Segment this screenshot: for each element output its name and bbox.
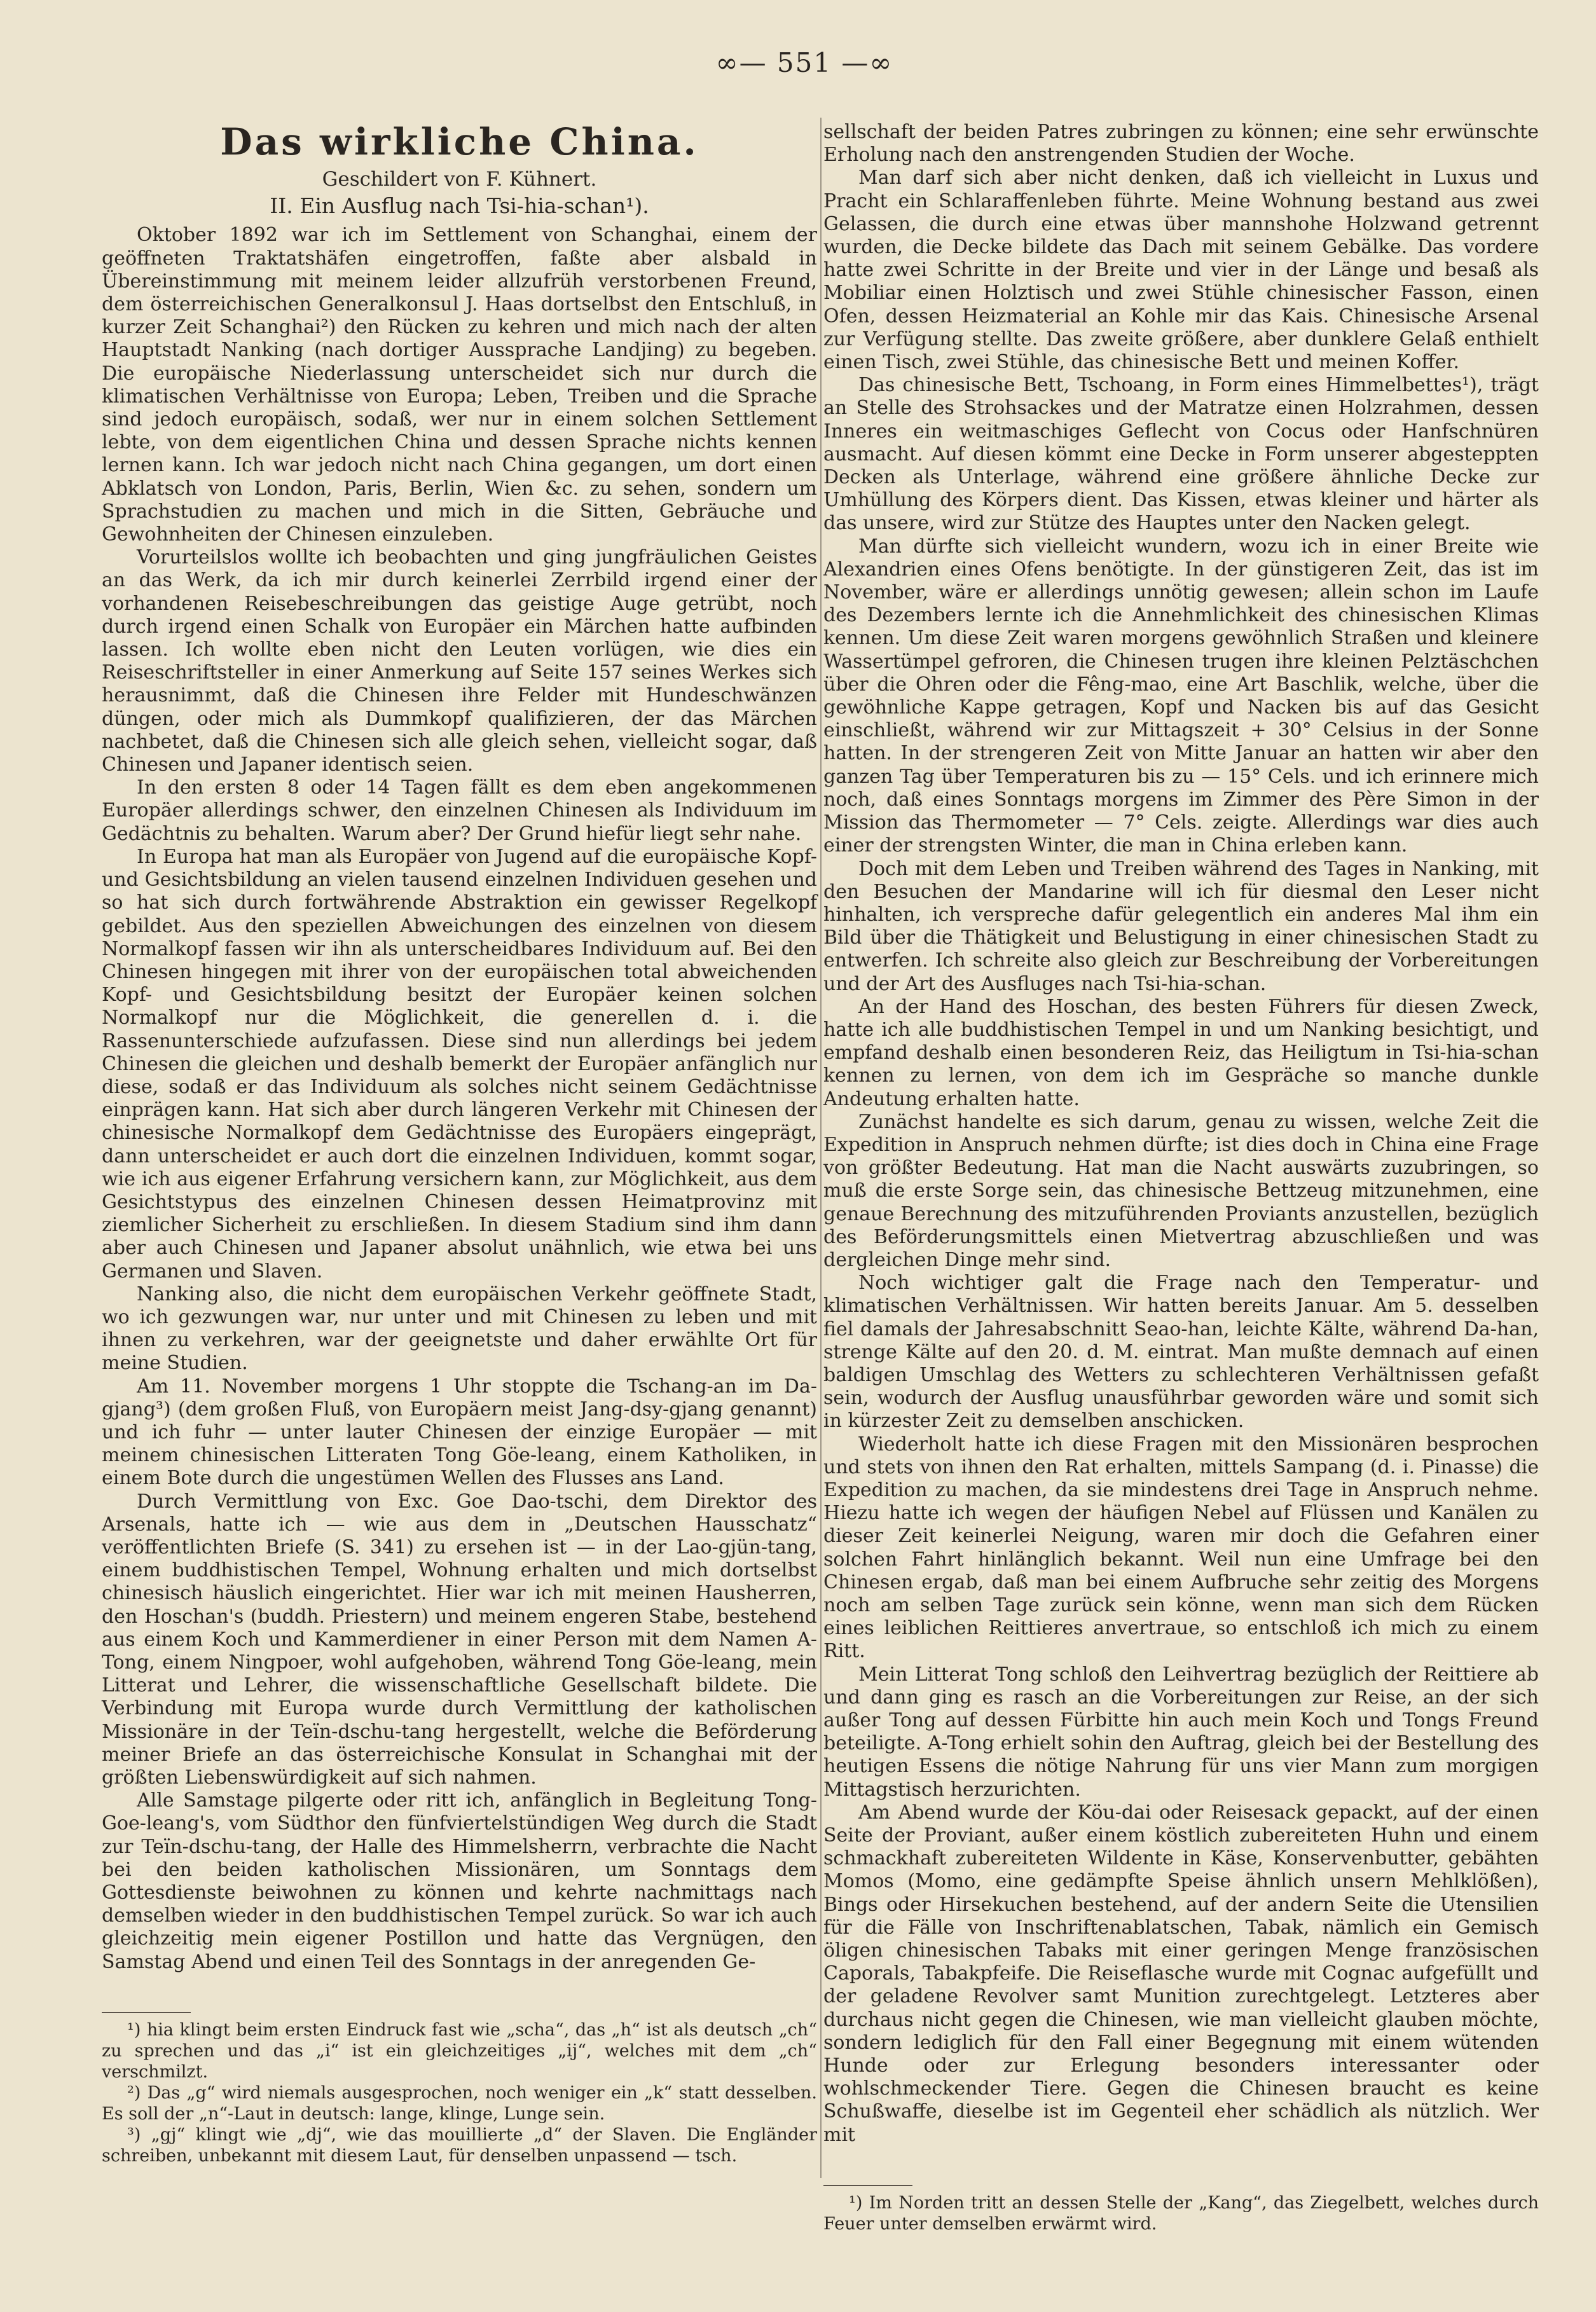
article-byline: Geschildert von F. Kühnert.: [322, 168, 597, 191]
paragraph: Man dürfte sich vielleicht wundern, wozu ich in einer Breite wie Alexandrien eines Ofens benötigte. In der günstigeren Zeit, das ist im November, wäre er allerdings unnötig gewesen; allein schon im Laufe des Dezembers lernte ich die Annehmlichkeit des chinesischen Klimas kennen. Um diese Zeit waren morgens gewöhnlich Straßen und kleinere Wassertümpel gefroren, die Chinesen trugen ihre kleinen Pelztäschchen über die Ohren oder die Fêng-mao, eine Art Baschlik, welche, über die gewöhnliche Kappe getragen, Kopf und Nacken bis auf das Gesicht einschließt, während wir zur Mittagszeit + 30° Celsius in der Sonne hatten. In der strengeren Zeit von Mitte Januar an hatten wir aber den ganzen Tag über Temperaturen bis zu — 15° Cels. und ich erinnere mich noch, daß eines Sonntags morgens im Zimmer des Père Simon in der Mission das Thermometer — 7° Cels. zeigte. Allerdings war dies auch einer der strengsten Winter, die man in China erleben kann.: [823, 535, 1539, 857]
footnote: ²) Das „g“ wird niemals ausgesprochen, noch weniger ein „k“ statt desselben. Es soll der „n“-Laut in deutsch: lange, klinge, Lunge sein.: [102, 2082, 817, 2124]
paragraph: Wiederholt hatte ich diese Fragen mit den Missionären besprochen und stets von ihnen den Rat erhalten, mittels Sampang (d. i. Pinasse) die Expedition zu machen, da sie mindestens drei Tage in Anspruch nehme. Hiezu hatte ich wegen der häufigen Nebel auf Flüssen und Kanälen zu dieser Zeit keinerlei Neigung, waren mir doch die Gefahren einer solchen Fahrt hinlänglich bekannt. Weil nun eine Umfrage bei den Chinesen ergab, daß man bei einem Aufbruche sehr zeitig des Morgens noch am selben Tage zurück sein könne, wenn man sich dem Rücken eines leiblichen Reittieres anvertraue, so entschloß ich mich zu einem Ritt.: [823, 1433, 1539, 1663]
paragraph: In Europa hat man als Europäer von Jugend auf die europäische Kopf- und Gesichtsbildung an vielen tausend einzelnen Individuen gesehen und so hat sich durch fortwährende Abstraktion ein gewisser Regelkopf gebildet. Aus den speziellen Abweichungen des einzelnen von diesem Normalkopf fassen wir ihn als unterscheidbares Individuum auf. Bei den Chinesen hingegen mit ihrer von der europäischen total abweichenden Kopf- und Gesichtsbildung besitzt der Europäer keinen solchen Normalkopf nur die Möglichkeit, die generellen d. i. die Rassenunterschiede aufzufassen. Diese sind nun allerdings bei jedem Chinesen die gleichen und deshalb bemerkt der Europäer anfänglich nur diese, sodaß er das Individuum als solches nicht seinem Gedächtnisse einprägen kann. Hat sich aber durch längeren Verkehr mit Chinesen der chinesische Normalkopf dem Gedächtnisse des Europäers eingeprägt, dann unterscheidet er auch dort die einzelnen Individuen, kommt sogar, wie ich aus eigener Erfahrung versichern kann, zur Möglichkeit, aus dem Gesichtstypus des einzelnen Chinesen dessen Heimatprovinz mit ziemlicher Sicherheit zu erschließen. In diesem Stadium sind ihm dann aber auch Chinesen und Japaner absolut unähnlich, wie etwa bei uns Germanen und Slaven.: [102, 845, 817, 1283]
footnote-rule: [823, 2185, 912, 2186]
footnote: ¹) Im Norden tritt an dessen Stelle der „Kang“, das Ziegelbett, welches durch Feuer unter demselben erwärmt wird.: [823, 2192, 1539, 2234]
paragraph: Mein Litterat Tong schloß den Leihvertrag bezüglich der Reittiere ab und dann ging es rasch an die Vorbereitungen zur Reise, an der sich außer Tong auf dessen Fürbitte hin auch mein Koch und Tongs Freund beteiligte. A-Tong erhielt sohin den Auftrag, gleich bei der Bestellung des heutigen Essens die nötige Nahrung für uns vier Mann zum morgigen Mittagstisch herzurichten.: [823, 1663, 1539, 1801]
paragraph: Am 11. November morgens 1 Uhr stoppte die Tschang-an im Da-gjang³) (dem großen Fluß, von Europäern meist Jang-dsy-gjang genannt) und ich fuhr — unter lauter Chinesen der einzige Europäer — mit meinem chinesischen Litteraten Tong Göe-leang, einem Katholiken, in einem Bote durch die ungestümen Wellen des Flusses ans Land.: [102, 1375, 817, 1490]
footnote: ³) „gj“ klingt wie „dj“, wie das mouillierte „d“ der Slaven. Die Engländer schreiben, unbekannt mit diesem Laut, für denselben unpassend — tsch.: [102, 2124, 817, 2166]
footnote: ¹) hia klingt beim ersten Eindruck fast wie „scha“, das „h“ ist als deutsch „ch“ zu sprechen und das „i“ ist ein gleichzeitiges „ij“, welches mit dem „ch“ verschmilzt.: [102, 2020, 817, 2082]
paragraph: Alle Samstage pilgerte oder ritt ich, anfänglich in Begleitung Tong-Goe-leang's, vom Südthor den fünfviertelstündigen Weg durch die Stadt zur Teïn-dschu-tang, der Halle des Himmelsherrn, verbrachte die Nacht bei den beiden katholischen Missionären, um Sonntags dem Gottesdienste beiwohnen zu können und kehrte nachmittags nach demselben wieder in den buddhistischen Tempel zurück. So war ich auch gleichzeitig mein eigener Postillon und hatte das Vergnügen, den Samstag Abend und einen Teil des Sonntags in der anregenden Ge-: [102, 1789, 817, 1973]
paragraph: Zunächst handelte es sich darum, genau zu wissen, welche Zeit die Expedition in Anspruch nehmen dürfte; ist dies doch in China eine Frage von größter Bedeutung. Hat man die Nacht auswärts zuzubringen, so muß die erste Sorge sein, das chinesische Bettzeug mitzunehmen, eine genaue Berechnung des mitzuführenden Proviants anzustellen, bezüglich des Beförderungsmittels einen Mietvertrag abzuschließen und was dergleichen Dinge mehr sind.: [823, 1110, 1539, 1271]
right-column: [823, 121, 1539, 2234]
paragraph: Das chinesische Bett, Tschoang, in Form eines Himmelbettes¹), trägt an Stelle des Strohsackes und der Matratze einen Holzrahmen, dessen Inneres ein weitmaschiges Geflecht von Cocus oder Hanfschnüren ausmacht. Auf diesen kömmt eine Decke in Form unserer abgesteppten Decken als Unterlage, während eine größere ähnliche Decke zur Umhüllung des Körpers dient. Das Kissen, etwas kleiner und härter als das unsere, wird zur Stütze des Hauptes unter den Nacken gelegt.: [823, 374, 1539, 535]
paragraph: Doch mit dem Leben und Treiben während des Tages in Nanking, mit den Besuchen der Mandarine will ich für diesmal den Leser nicht hinhalten, ich verspreche dafür gelegentlich ein anderes Mal ihm ein Bild über die Thätigkeit und Belustigung in einer chinesischen Stadt zu entwerfen. Ich schreite also gleich zur Beschreibung der Vorbereitungen und der Art des Ausfluges nach Tsi-hia-schan.: [823, 857, 1539, 995]
section-heading: II. Ein Ausflug nach Tsi-hia-schan¹).: [270, 193, 649, 219]
paragraph: sellschaft der beiden Patres zubringen zu können; eine sehr erwünschte Erholung nach den anstrengenden Studien der Woche.: [823, 121, 1539, 167]
paragraph: Noch wichtiger galt die Frage nach den Temperatur- und klimatischen Verhältnissen. Wir hatten bereits Januar. Am 5. desselben fiel damals der Jahresabschnitt Seao-han, leichte Kälte, während Da-han, strenge Kälte auf den 20. d. M. eintrat. Man mußte demnach auf einen baldigen Umschlag des Wetters zu schlechteren Verhältnissen gefaßt sein, wodurch der Ausflug unausführbar geworden wäre und somit sich in kürzester Zeit zu demselben anschicken.: [823, 1272, 1539, 1433]
column-divider: [820, 118, 822, 2178]
paragraph: Nanking also, die nicht dem europäischen Verkehr geöffnete Stadt, wo ich gezwungen war, nur unter und mit Chinesen zu leben und mit ihnen zu verkehren, war der geeignetste und daher erwählte Ort für meine Studien.: [102, 1283, 817, 1375]
paragraph: Man darf sich aber nicht denken, daß ich vielleicht in Luxus und Pracht ein Schlaraffenleben führte. Meine Wohnung bestand aus zwei Gelassen, die durch eine etwas über mannshohe Holzwand getrennt wurden, die Decke bildete das Dach mit seinem Gebälke. Das vordere hatte zwei Schritte in der Breite und vier in der Länge und besaß als Mobiliar einen Holztisch und zwei Stühle chinesischer Fasson, einen Ofen, dessen Heizmaterial an Kohle mir das Kais. Chinesische Arsenal zur Verfügung stellte. Das zweite größere, aber dunklere Gelaß enthielt einen Tisch, zwei Stühle, das chinesische Bett und meinen Koffer.: [823, 167, 1539, 374]
article-title: Das wirkliche China.: [220, 120, 699, 163]
paragraph: An der Hand des Hoschan, des besten Führers für diesen Zweck, hatte ich alle buddhistischen Tempel in und um Nanking besichtigt, und empfand deshalb einen besonderen Reiz, das Heiligtum in Tsi-hia-schan kennen zu lernen, von dem ich im Gespräche so manche dunkle Andeutung erhalten hatte.: [823, 995, 1539, 1110]
paragraph: Vorurteilslos wollte ich beobachten und ging jungfräulichen Geistes an das Werk, da ich mir durch keinerlei Zerrbild irgend einer der vorhandenen Reisebeschreibungen das geistige Auge getrübt, noch durch irgend einen Schalk von Europäer ein Märchen hatte aufbinden lassen. Ich wollte eben nicht den Leuten vorlügen, wie dies ein Reiseschriftsteller in einer Anmerkung auf Seite 157 seines Werkes sich herausnimmt, daß die Chinesen ihre Felder mit Hundeschwänzen düngen, oder mich als Dummkopf qualifizieren, der das Märchen nachbetet, daß die Chinesen sich alle gleich sehen, vielleicht sogar, daß Chinesen und Japaner identisch seien.: [102, 546, 817, 776]
left-column: [102, 121, 817, 2166]
paragraph: Am Abend wurde der Köu-dai oder Reisesack gepackt, auf der einen Seite der Proviant, außer einem köstlich zubereiteten Huhn und einem schmackhaft zubereiteten Wildente in Käse, Konservenbutter, gebähten Momos (Momo, eine gedämpfte Speise ähnlich unsern Mehlklößen), Bings oder Hirsekuchen bestehend, auf der andern Seite die Utensilien für die Fälle von Inschriftenablatschen, Tabak, nämlich ein Gemisch öligen chinesischen Tabaks mit einer geringen Menge französischen Caporals, Tabakpfeife. Die Reiseflasche wurde mit Cognac aufgefüllt und der geladene Revolver samt Munition zurechtgelegt. Letzteres aber durchaus nicht gegen die Chinesen, wie man vielleicht glauben möchte, sondern lediglich für den Fall einer Begegnung mit einem wütenden Hunde oder zur Erlegung besonders interessanter oder wohlschmeckender Tiere. Gegen die Chinesen braucht es keine Schußwaffe, dieselbe ist im Gegenteil eher schädlich als nützlich. Wer mit: [823, 1801, 1539, 2146]
page-number: ∞— 551 —∞: [715, 47, 893, 78]
footnote-rule: [102, 2012, 191, 2013]
paragraph: Oktober 1892 war ich im Settlement von Schanghai, einem der geöffneten Traktatshäfen eingetroffen, faßte aber alsbald in Übereinstimmung mit meinem leider allzufrüh verstorbenen Freund, dem österreichischen Generalkonsul J. Haas dortselbst den Entschluß, in kurzer Zeit Schanghai²) den Rücken zu kehren und mich nach der alten Hauptstadt Nanking (nach dortiger Aussprache Landjing) zu begeben. Die europäische Niederlassung unterscheidet sich nur durch die klimatischen Verhältnisse von Europa; Leben, Treiben und die Sprache sind jedoch europäisch, sodaß, wer nur in einem solchen Settlement lebte, von dem eigentlichen China und dessen Sprache nichts kennen lernen kann. Ich war jedoch nicht nach China gegangen, um dort einen Abklatsch von London, Paris, Berlin, Wien &c. zu sehen, sondern um Sprachstudien zu machen und mich in die Sitten, Gebräuche und Gewohnheiten der Chinesen einzuleben.: [102, 224, 817, 546]
paragraph: In den ersten 8 oder 14 Tagen fällt es dem eben angekommenen Europäer allerdings schwer, den einzelnen Chinesen als Individuum im Gedächtnis zu behalten. Warum aber? Der Grund hiefür liegt sehr nahe.: [102, 776, 817, 845]
paragraph: Durch Vermittlung von Exc. Goe Dao-tschi, dem Direktor des Arsenals, hatte ich — wie aus dem in „Deutschen Hausschatz“ veröffentlichten Briefe (S. 341) zu ersehen ist — in der Lao-gjün-tang, einem buddhistischen Tempel, Wohnung erhalten und mich dortselbst chinesisch häuslich eingerichtet. Hier war ich mit meinen Hausherren, den Hoschan's (buddh. Priestern) und meinem engeren Stabe, bestehend aus einem Koch und Kammerdiener in einer Person mit dem Namen A-Tong, einem Ningpoer, wohl aufgehoben, während Tong Göe-leang, mein Litterat und Lehrer, die wissenschaftliche Gesellschaft bildete. Die Verbindung mit Europa wurde durch Vermittlung der katholischen Missionäre in der Teïn-dschu-tang hergestellt, welche die Beförderung meiner Briefe an das österreichische Konsulat in Schanghai mit der größten Liebenswürdigkeit auf sich nahmen.: [102, 1490, 817, 1789]
